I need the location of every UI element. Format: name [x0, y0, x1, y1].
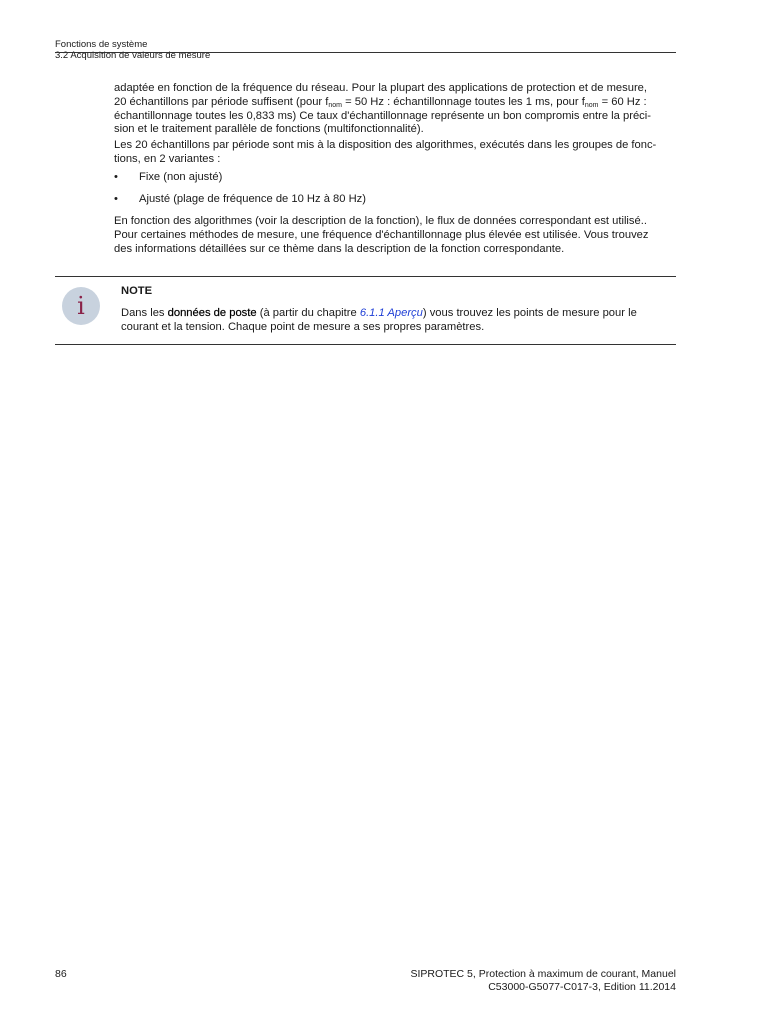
bullet-icon: • [114, 192, 118, 205]
bullet-icon: • [114, 170, 118, 183]
note-title: NOTE [121, 285, 153, 297]
list-item: • Fixe (non ajusté) [114, 170, 223, 183]
footer-doc-id: C53000-G5077-C017-3, Edition 11.2014 [488, 981, 676, 993]
paragraph-sampling: adaptée en fonction de la fréquence du réseau. Pour la plupart des applications de protection et de mesure, 20 échantillons par période suffisent (pour $f_{nom} = 50$ Hz : échantillonnage toutes les 1 ms, pour $f_{nom} = 60$ Hz : échantillonnage toutes les 0,833 ms) Ce taux d'échantillonnage représente un bon compromis entre la préci- sion et le traitement parallèle de fonctions (multifonctionnalité). [114, 82, 651, 136]
paragraph-variants: Les 20 échantillons par période sont mis à la disposition des algorithmes, exécutés dans les groupes de fonc- tions, en 2 variantes : [114, 139, 657, 165]
variant-list [114, 171, 676, 207]
note-bottom-rule [55, 344, 676, 345]
header-section: 3.2 Acquisition de valeurs de mesure [55, 50, 211, 61]
list-item: • Ajusté (plage de fréquence de 10 Hz à 80 Hz) [114, 192, 366, 205]
footer-title: SIPROTEC 5, Protection à maximum de courant, Manuel [410, 968, 676, 980]
info-icon: i [62, 287, 100, 325]
paragraph-algorithms: En fonction des algorithmes (voir la description de la fonction), le flux de données correspondant est utilisé.. Pour certaines méthodes de mesure, une fréquence d'échantillonnage plus élevée est utilisée. Vous trouvez des informations détaillées sur ce thème dans la description de la fonction correspondante. [114, 215, 649, 255]
chapter-link[interactable]: 6.1.1 Aperçu [359, 307, 423, 319]
footer-info [410, 968, 676, 994]
note-text: Dans les données de poste (à partir du chapitre 6.1.1 Aperçu) vous trouvez les points de mesure pour le courant et la tension. Chaque point de mesure a ses propres paramètres. [121, 307, 637, 333]
page-number: 86 [55, 968, 67, 980]
body-text [114, 82, 676, 257]
note-top-rule [55, 276, 676, 277]
header-rule [55, 52, 676, 53]
note-emphasis: données de poste [167, 307, 257, 319]
header-chapter: Fonctions de système [55, 39, 148, 50]
running-header [55, 39, 676, 61]
